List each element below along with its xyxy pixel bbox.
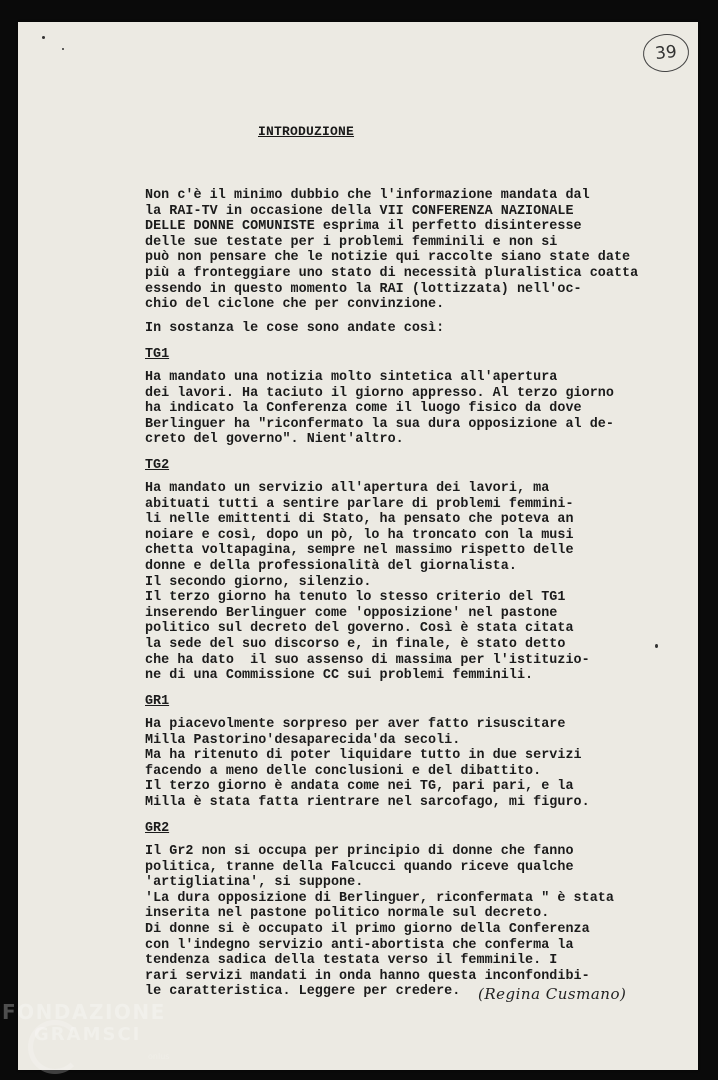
page-number-stamp: 39 xyxy=(641,32,691,75)
section-body-tg1: Ha mandato una notizia molto sintetica all'apertura dei lavori. Ha taciuto il giorno appresso. Al terzo giorno ha indicato la Conferenza come il luogo fisico da dove Berlinguer ha "riconfermato la sua dura opposizione al de- creto del governo". Nient'altro. xyxy=(145,370,614,448)
watermark-line2: GRAMSCI xyxy=(34,1024,142,1045)
intro-paragraph: Non c'è il minimo dubbio che l'informazione mandata dal la RAI-TV in occasione della VII CONFERENZA NAZIONALE DELLE DONNE COMUNISTE esprima il perfetto disinteresse delle sue testate per i problemi femminili e non si può non pensare che le notizie qui raccolte siano state date più a fronteggiare uno stato di necessità pluralistica coatta essendo in questo momento la RAI (lottizzata) nell'oc- chio del ciclone che per convinzione. xyxy=(145,188,639,313)
summary-line: In sostanza le cose sono andate così: xyxy=(145,321,445,336)
watermark-small: onlus xyxy=(148,1052,170,1061)
section-heading-gr1: GR1 xyxy=(145,694,170,709)
section-body-gr2: Il Gr2 non si occupa per principio di donne che fanno politica, tranne della Falcucci quando riceve qualche 'artigliatina', si suppone. 'La dura opposizione di Berlinguer, riconfermata " è stata inserita nel pastone politico normale sul decreto. Di donne si è occupato il primo giorno della Conferenza con l'indegno servizio anti-abortista che conferma la tendenza sadica della testata verso il femminile. I rari servizi mandati in onda hanno questa inconfondibi- le caratteristica. Leggere per credere. xyxy=(145,844,614,1000)
ink-mark xyxy=(62,48,64,50)
ink-mark xyxy=(42,36,45,39)
watermark-line1: FONDAZIONE xyxy=(2,1000,166,1024)
handwritten-signature: (Regina Cusmano) xyxy=(478,985,627,1003)
section-body-tg2: Ha mandato un servizio all'apertura dei lavori, ma abituati tutti a sentire parlare di problemi femmini- li nelle emittenti di Stato, ha pensato che poteva an noiare e così, dopo un pò, lo ha troncato con la musi chetta voltapagina, sempre nel massimo rispetto delle donne e della professionalità del giornalista. Il secondo giorno, silenzio. Il terzo giorno ha tenuto lo stesso criterio del TG1 inserendo Berlinguer come 'opposizione' nel pastone politico sul decreto del governo. Così è stata citata la sede del suo discorso e, in finale, è stato detto che ha dato il suo assenso di massima per l'istituzio- ne di una Commissione CC sui problemi femminili. xyxy=(145,481,590,684)
ink-mark xyxy=(655,644,658,648)
section-heading-tg2: TG2 xyxy=(145,458,170,473)
section-heading-gr2: GR2 xyxy=(145,821,170,836)
watermark xyxy=(2,1000,166,1045)
page-title: INTRODUZIONE xyxy=(258,124,355,139)
section-body-gr1: Ha piacevolmente sorpreso per aver fatto risuscitare Milla Pastorino'desaparecida'da secoli. Ma ha ritenuto di poter liquidare tutto in due servizi facendo a meno delle conclusioni e del dibattito. Il terzo giorno è andata come nei TG, pari pari, e la Milla è stata fatta rientrare nel sarcofago, mi figuro. xyxy=(145,717,590,810)
section-heading-tg1: TG1 xyxy=(145,347,170,362)
